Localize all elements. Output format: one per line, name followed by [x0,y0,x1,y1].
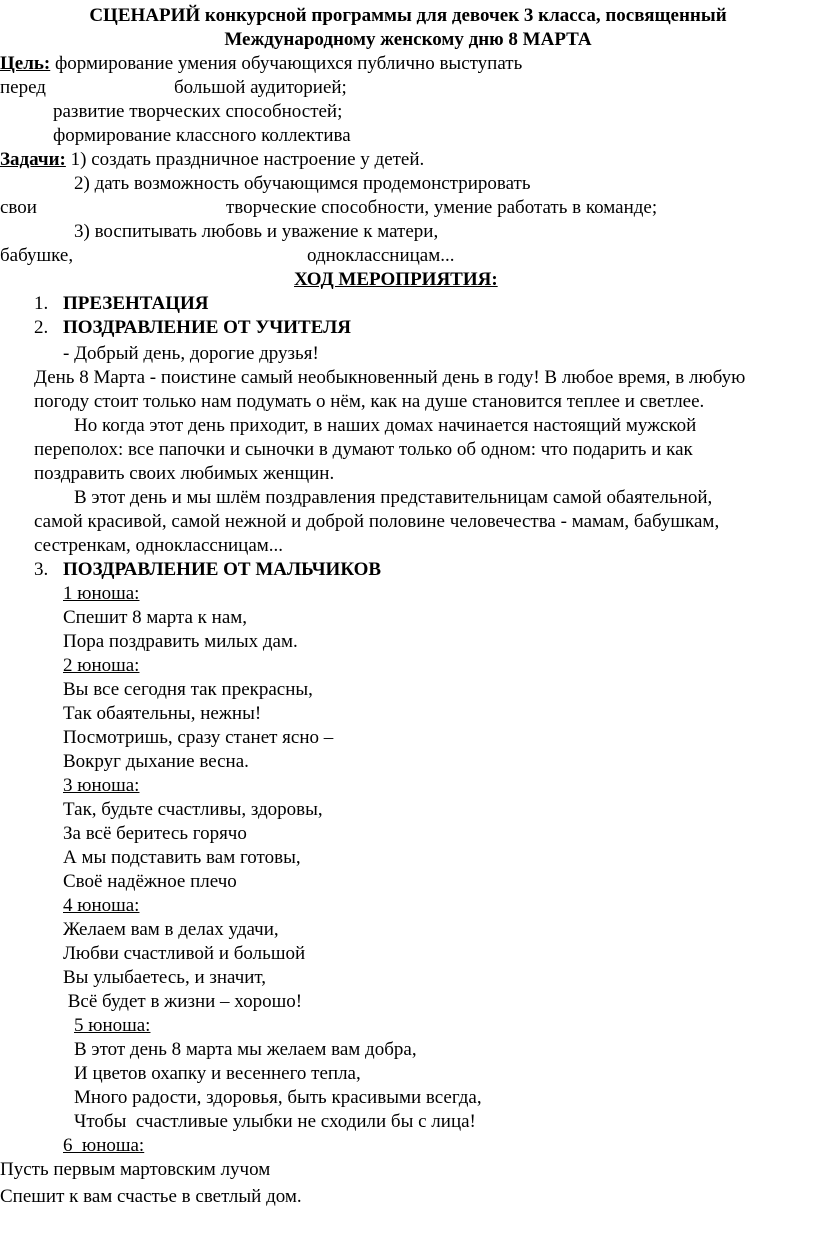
verse-line: Желаем вам в делах удачи, [63,919,279,940]
verse-line: Спешит к вам счастье в светлый дом. [0,1186,302,1207]
verse-line: Чтобы счастливые улыбки не сходили бы с лица! [74,1111,476,1132]
goal-text-3: развитие творческих способностей; [53,101,343,122]
verse-line: Своё надёжное плечо [63,871,237,892]
teacher-line: сестренкам, одноклассницам... [34,535,284,556]
teacher-line: переполох: все папочки и сыночки в думают только об одном: что подарить и как [34,439,693,460]
goal-text-1: формирование умения обучающихся публично выступать [50,53,523,74]
tasks-text-2b: творческие способности, умение работать в команде; [226,197,658,218]
teacher-line: В этот день и мы шлём поздравления представительницам самой обаятельной, [74,487,713,508]
section-3-title: ПОЗДРАВЛЕНИЕ ОТ МАЛЬЧИКОВ [63,559,382,580]
goal-text-2b: большой аудиторией; [174,77,347,98]
goal-line-1 [0,54,522,73]
teacher-line: Но когда этот день приходит, в наших домах начинается настоящий мужской [74,415,697,436]
verse-line: Вы все сегодня так прекрасны, [63,679,313,700]
verse-line: Любви счастливой и большой [63,943,306,964]
verse-line: Вокруг дыхание весна. [63,751,249,772]
verse-line: Так, будьте счастливы, здоровы, [63,799,323,820]
tasks-text-2: 2) дать возможность обучающимся продемонстрировать [74,173,531,194]
boy-4-label: 4 юноша: [63,895,140,916]
verse-line: За всё беритесь горячо [63,823,247,844]
verse-line: Пора поздравить милых дам. [63,631,298,652]
boy-5-label: 5 юноша: [74,1015,151,1036]
verse-line: А мы подставить вам готовы, [63,847,301,868]
boy-1-label: 1 юноша: [63,583,140,604]
section-1-title: ПРЕЗЕНТАЦИЯ [63,293,209,314]
verse-line: Много радости, здоровья, быть красивыми всегда, [74,1087,482,1108]
section-3-number: 3. [34,559,49,580]
tasks-label: Задачи: [0,149,66,170]
verse-line: Посмотришь, сразу станет ясно – [63,727,334,748]
tasks-text-3: 3) воспитывать любовь и уважение к матери, [74,221,439,242]
goal-label: Цель: [0,53,51,74]
teacher-line: День 8 Марта - поистине самый необыкновенный день в году! В любое время, в любую [34,367,746,388]
verse-line: Так обаятельны, нежны! [63,703,262,724]
section-2-title: ПОЗДРАВЛЕНИЕ ОТ УЧИТЕЛЯ [63,317,351,338]
boy-2-label: 2 юноша: [63,655,140,676]
verse-line: И цветов охапку и весеннего тепла, [74,1063,361,1084]
teacher-line: поздравить своих любимых женщин. [34,463,335,484]
verse-line: Вы улыбаетесь, и значит, [63,967,267,988]
boy-3-label: 3 юноша: [63,775,140,796]
page-subtitle: Международному женскому дню 8 МАРТА [224,29,592,50]
teacher-line: - Добрый день, дорогие друзья! [63,343,319,364]
boy-6-label: 6 юноша: [63,1135,145,1156]
tasks-text-1: 1) создать праздничное настроение у детей. [65,149,425,170]
page-title: СЦЕНАРИЙ конкурсной программы для девочек 3 класса, посвященный [89,5,727,26]
section-1-number: 1. [34,293,49,314]
verse-line: В этот день 8 марта мы желаем вам добра, [74,1039,417,1060]
tasks-line-1 [0,150,424,169]
teacher-line: погоду стоит только нам подумать о нём, как на душе становится теплее и светлее. [34,391,705,412]
verse-line: Пусть первым мартовским лучом [0,1159,271,1180]
tasks-text-3b: одноклассницам... [307,245,455,266]
tasks-text-2a: свои [0,197,37,218]
verse-line: Спешит 8 марта к нам, [63,607,248,628]
section-2-number: 2. [34,317,49,338]
tasks-text-3a: бабушке, [0,245,74,266]
verse-line: Всё будет в жизни – хорошо! [63,991,303,1012]
event-heading: ХОД МЕРОПРИЯТИЯ: [294,269,498,290]
teacher-line: самой красивой, самой нежной и доброй половине человечества - мамам, бабушкам, [34,511,720,532]
goal-text-4: формирование классного коллектива [53,125,351,146]
goal-text-2a: перед [0,77,46,98]
